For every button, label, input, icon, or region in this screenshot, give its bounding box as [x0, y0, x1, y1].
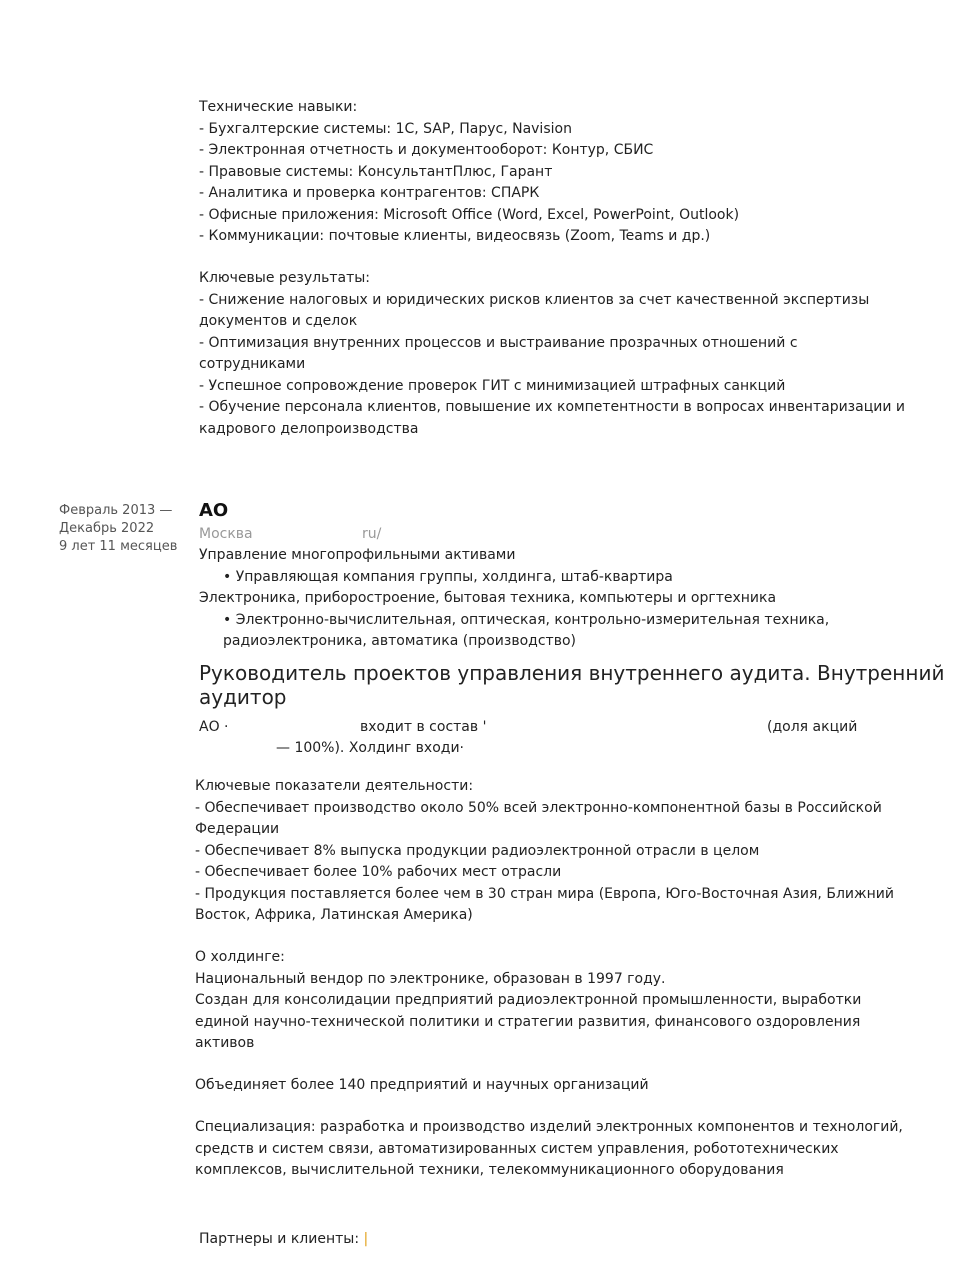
- company-city: Москва: [199, 526, 253, 542]
- skills-item: - Коммуникации: почтовые клиенты, видеосвязь (Zoom, Teams и др.): [199, 228, 711, 244]
- skills-item: - Офисные приложения: Microsoft Office (Word, Excel, PowerPoint, Outlook): [199, 206, 740, 223]
- indicators-item: - Обеспечивает 8% выпуска продукции радиоэлектронной отрасли в целом: [195, 842, 760, 859]
- results-header: Ключевые результаты:: [199, 270, 371, 286]
- description-fragment: входит в состав ': [360, 719, 487, 735]
- industry-subitem: • Электронно-вычислительная, оптическая, контрольно-измерительная техника,: [223, 611, 830, 628]
- holding-section: [195, 947, 861, 1055]
- specialization-section: [195, 1117, 903, 1182]
- company-name: АО: [199, 500, 229, 521]
- holding-line: активов: [195, 1035, 255, 1051]
- results-item: сотрудниками: [199, 356, 306, 372]
- company-site-link[interactable]: ru/: [362, 526, 382, 542]
- industry-name: Электроника, приборостроение, бытовая техника, компьютеры и оргтехника: [199, 590, 777, 606]
- skills-section: [199, 97, 739, 248]
- holding-header: О холдинге:: [195, 949, 285, 965]
- specialization-line: средств и систем связи, автоматизированных систем управления, робототехнических: [195, 1140, 839, 1157]
- indicators-section: [195, 776, 894, 927]
- indicators-item: - Обеспечивает более 10% рабочих мест отрасли: [195, 864, 562, 880]
- period-duration: 9 лет 11 месяцев: [59, 539, 178, 554]
- description-fragment: — 100%). Холдинг входи·: [276, 740, 465, 756]
- position-title-line: Руководитель проектов управления внутреннего аудита. Внутренний: [199, 661, 945, 685]
- skills-item: - Аналитика и проверка контрагентов: СПАРК: [199, 185, 540, 201]
- holding-line: Создан для консолидации предприятий радиоэлектронной промышленности, выработки: [195, 992, 862, 1008]
- specialization-line: Специализация: разработка и производство изделий электронных компонентов и технологий,: [195, 1119, 903, 1135]
- period-end: Декабрь 2022: [59, 521, 155, 536]
- skills-item: - Правовые системы: КонсультантПлюс, Гарант: [199, 163, 553, 180]
- results-item: - Снижение налоговых и юридических рисков клиентов за счет качественной экспертизы: [199, 291, 870, 308]
- industries: [199, 545, 829, 653]
- partners-label: Партнеры и клиенты:: [199, 1231, 360, 1247]
- skills-item: - Бухгалтерские системы: 1С, SAP, Парус, Navision: [199, 120, 572, 137]
- skills-header: Технические навыки:: [199, 99, 358, 115]
- indicators-item: Восток, Африка, Латинская Америка): [195, 907, 473, 923]
- indicators-item: - Обеспечивает производство около 50% всей электронно-компонентной базы в Российской: [195, 799, 882, 816]
- experience-period: [59, 502, 177, 556]
- results-item: - Обучение персонала клиентов, повышение их компетентности в вопросах инвентаризации и: [199, 399, 905, 415]
- results-item: документов и сделок: [199, 313, 358, 329]
- holding-line: единой научно-технической политики и стратегии развития, финансового оздоровления: [195, 1013, 861, 1030]
- description-fragment: АО ·: [199, 719, 229, 735]
- position-title-line: аудитор: [199, 685, 287, 709]
- description-fragment: (доля акций: [767, 719, 858, 735]
- indicators-header: Ключевые показатели деятельности:: [195, 778, 474, 794]
- results-section: [199, 268, 905, 440]
- partners-row: [199, 1229, 368, 1251]
- holding-unites: Объединяет более 140 предприятий и научных организаций: [195, 1077, 649, 1093]
- position-title: [199, 661, 944, 709]
- results-item: - Успешное сопровождение проверок ГИТ с минимизацией штрафных санкций: [199, 377, 786, 394]
- specialization-line: комплексов, вычислительной техники, телекоммуникационного оборудования: [195, 1162, 784, 1178]
- results-item: - Оптимизация внутренних процессов и выстраивание прозрачных отношений с: [199, 334, 798, 351]
- industry-subitem: радиоэлектроника, автоматика (производство): [223, 633, 576, 649]
- period-start: Февраль 2013 —: [59, 503, 173, 518]
- indicators-item: Федерации: [195, 821, 280, 837]
- holding-line: Национальный вендор по электронике, образован в 1997 году.: [195, 970, 666, 987]
- skills-item: - Электронная отчетность и документооборот: Контур, СБИС: [199, 142, 654, 158]
- partners-mark: |: [363, 1231, 369, 1247]
- industry-name: Управление многопрофильными активами: [199, 547, 516, 563]
- results-item: кадрового делопроизводства: [199, 420, 419, 437]
- industry-subitem: • Управляющая компания группы, холдинга, штаб-квартира: [223, 568, 673, 585]
- indicators-item: - Продукция поставляется более чем в 30 стран мира (Европа, Юго-Восточная Азия, Ближний: [195, 885, 894, 902]
